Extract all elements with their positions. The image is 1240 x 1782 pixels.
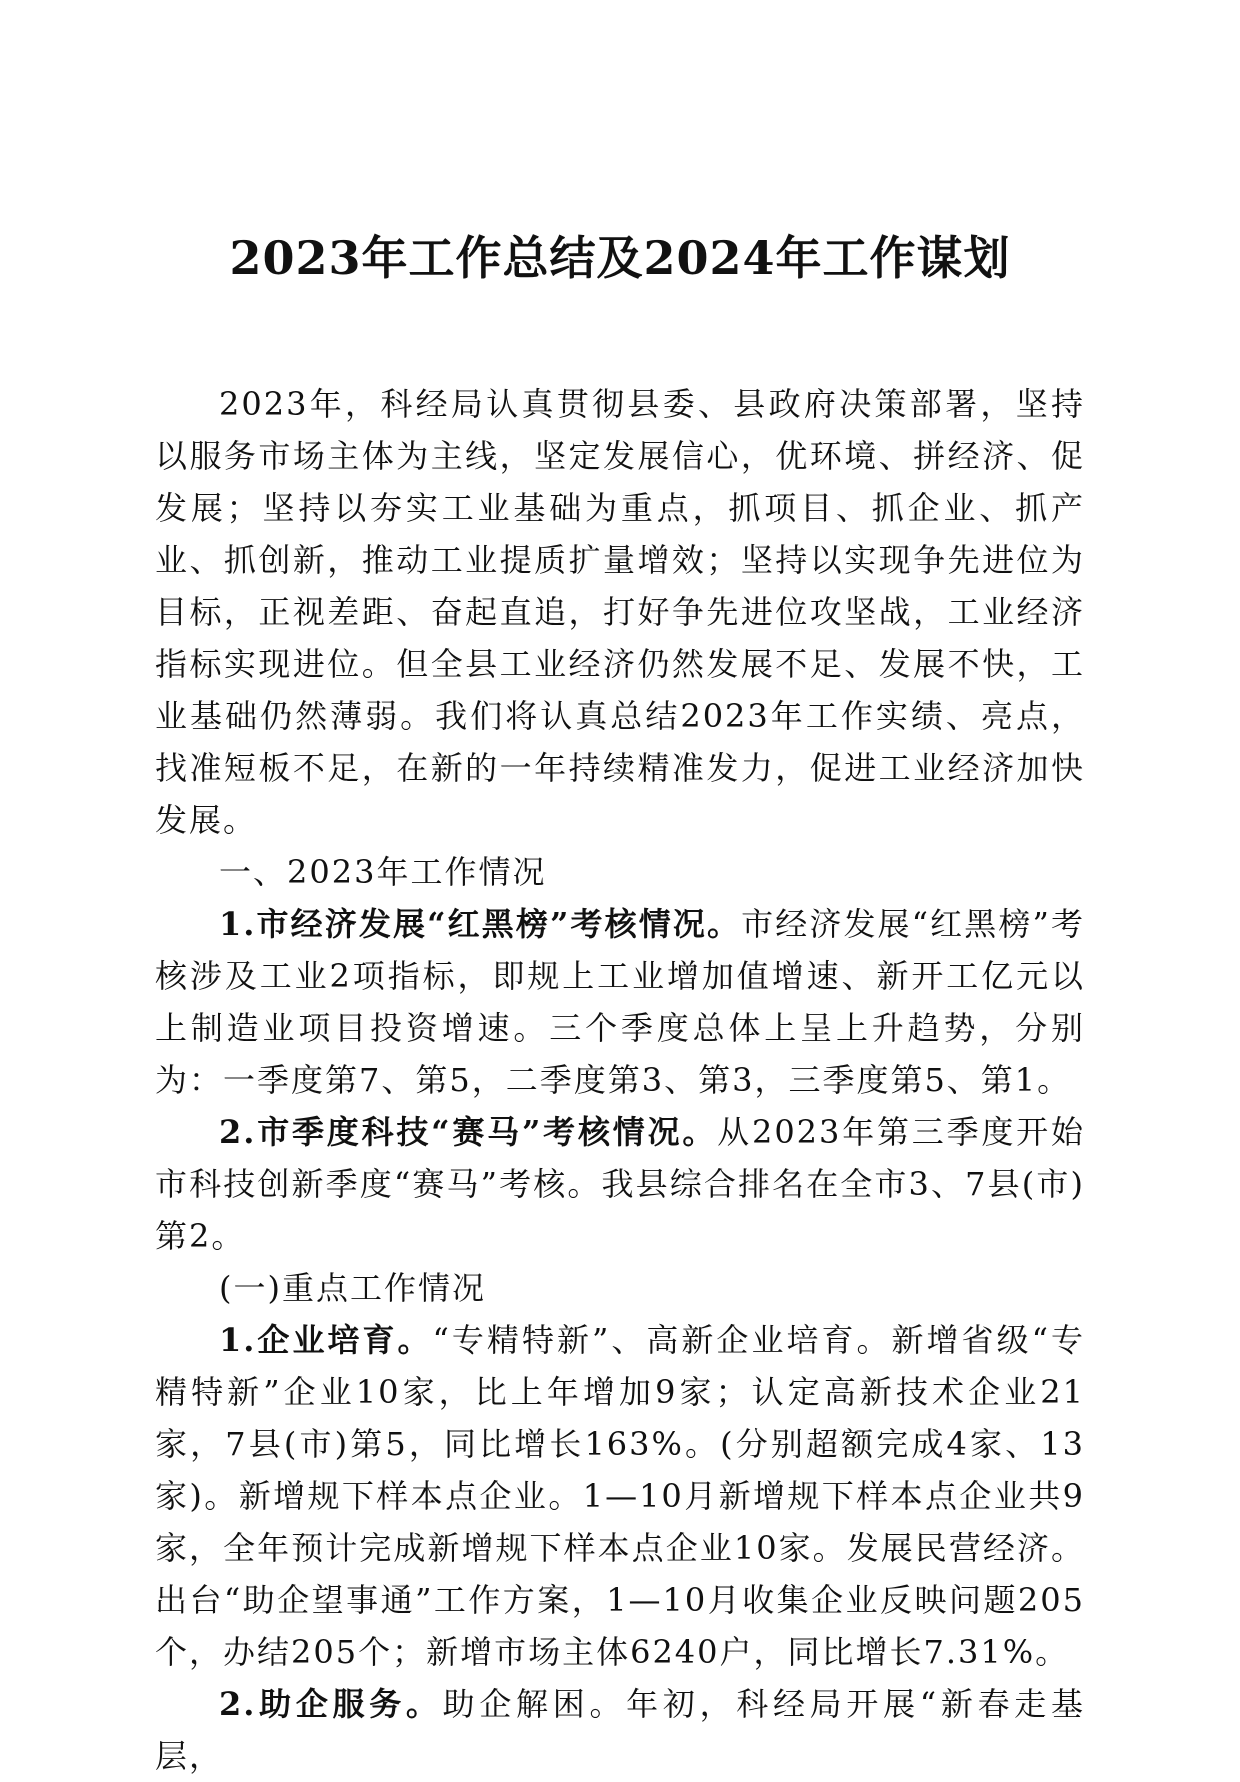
document-title: 2023年工作总结及2024年工作谋划 — [229, 231, 1011, 285]
subsection-heading-key-work: (一)重点工作情况 — [219, 1269, 486, 1307]
item-body-red-black-list: 市经济发展“红黑榜”考核涉及工业2项指标，即规上工业增加值增速、新开工亿元以上制造业项目投资增速。三个季度总体上呈上升趋势，分别为：一季度第7、第5，二季度第3、第3，三季度第5、第1。 — [155, 905, 1085, 1099]
document-body — [155, 378, 1085, 1782]
item-title-enterprise-cultivation: 1.企业培育。 — [219, 1321, 433, 1359]
item-body-enterprise-cultivation: “专精特新”、高新企业培育。新增省级“专精特新”企业10家，比上年增加9家；认定高新技术企业21家，7县(市)第5，同比增长163%。(分别超额完成4家、13家)。新增规下样本点企业。1—10月新增规下样本点企业共9家，全年预计完成新增规下样本点企业10家。发展民营经济。出台“助企望事通”工作方案，1—10月收集企业反映问题205个，办结205个；新增市场主体6240户，同比增长7.31%。 — [155, 1321, 1085, 1671]
item-title-tech-race: 2.市季度科技“赛马”考核情况。 — [219, 1113, 718, 1151]
paragraph-tech-race — [155, 1106, 1085, 1262]
paragraph-red-black-list — [155, 898, 1085, 1106]
section-heading-work-status: 一、2023年工作情况 — [219, 853, 547, 891]
paragraph-enterprise-cultivation — [155, 1314, 1085, 1678]
intro-paragraph: 2023年，科经局认真贯彻县委、县政府决策部署，坚持以服务市场主体为主线，坚定发展信心，优环境、拼经济、促发展；坚持以夯实工业基础为重点，抓项目、抓企业、抓产业、抓创新，推动工业提质扩量增效；坚持以实现争先进位为目标，正视差距、奋起直追，打好争先进位攻坚战，工业经济指标实现进位。但全县工业经济仍然发展不足、发展不快，工业基础仍然薄弱。我们将认真总结2023年工作实绩、亮点，找准短板不足，在新的一年持续精准发力，促进工业经济加快发展。 — [155, 385, 1085, 839]
item-body-tech-race: 从2023年第三季度开始市科技创新季度“赛马”考核。我县综合排名在全市3、7县(市)第2。 — [155, 1113, 1085, 1255]
item-title-enterprise-service: 2.助企服务。 — [219, 1685, 443, 1723]
paragraph-enterprise-service — [155, 1678, 1085, 1782]
item-body-enterprise-service: 助企解困。年初，科经局开展“新春走基层， — [155, 1685, 1085, 1775]
item-title-red-black-list: 1.市经济发展“红黑榜”考核情况。 — [219, 905, 742, 943]
